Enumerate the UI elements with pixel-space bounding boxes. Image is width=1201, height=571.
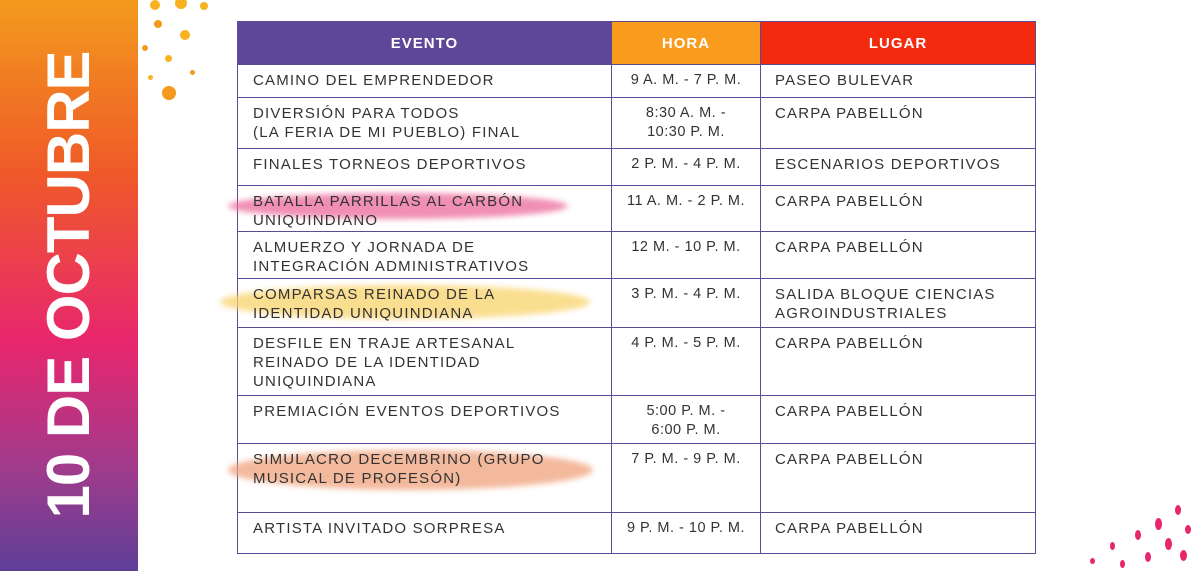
cell-evento-text: DESFILE EN TRAJE ARTESANAL REINADO DE LA IDENTIDAD UNIQUINDIANA [253, 335, 516, 390]
cell-evento [238, 396, 612, 444]
cell-evento [238, 98, 612, 149]
confetti-bottom-right [1080, 500, 1201, 571]
cell-evento-text: DIVERSIÓN PARA TODOS (LA FERIA DE MI PUEBLO) FINAL [253, 105, 521, 141]
table-row [238, 279, 1036, 328]
cell-hora-text: 12 M. - 10 P. M. [631, 239, 741, 255]
cell-hora-text: 3 P. M. - 4 P. M. [631, 286, 741, 302]
cell-hora-text: 8:30 A. M. - 10:30 P. M. [645, 105, 727, 140]
cell-evento-text: BATALLA PARRILLAS AL CARBÓN UNIQUINDIANO [253, 193, 524, 229]
table-row [238, 65, 1036, 98]
cell-hora-text: 9 P. M. - 10 P. M. [626, 520, 746, 536]
cell-evento [238, 328, 612, 396]
table-row [238, 186, 1036, 232]
table-row [238, 444, 1036, 513]
cell-lugar [761, 186, 1036, 232]
cell-lugar [761, 513, 1036, 554]
cell-hora [612, 232, 761, 279]
table-row [238, 396, 1036, 444]
cell-lugar-text: CARPA PABELLÓN [775, 403, 924, 420]
cell-hora-text: 7 P. M. - 9 P. M. [631, 451, 741, 467]
header-lugar: LUGAR [761, 22, 1036, 65]
cell-lugar-text: CARPA PABELLÓN [775, 335, 924, 352]
cell-hora [612, 279, 761, 328]
cell-hora [612, 396, 761, 444]
cell-hora [612, 186, 761, 232]
cell-evento-text: ARTISTA INVITADO SORPRESA [253, 520, 506, 537]
cell-lugar-text: PASEO BULEVAR [775, 72, 915, 89]
table-row [238, 98, 1036, 149]
cell-hora [612, 513, 761, 554]
cell-lugar-text: SALIDA BLOQUE CIENCIAS AGROINDUSTRIALES [775, 286, 996, 322]
table-row [238, 149, 1036, 186]
confetti-top-left [140, 0, 220, 110]
table-row [238, 513, 1036, 554]
cell-lugar [761, 232, 1036, 279]
cell-hora-text: 2 P. M. - 4 P. M. [631, 156, 741, 172]
cell-evento-text: COMPARSAS REINADO DE LA IDENTIDAD UNIQUINDIANA [253, 286, 496, 322]
cell-evento [238, 232, 612, 279]
header-hora: HORA [612, 22, 761, 65]
cell-evento-text: ALMUERZO Y JORNADA DE INTEGRACIÓN ADMINISTRATIVOS [253, 239, 530, 275]
cell-evento [238, 444, 612, 513]
cell-hora-text: 11 A. M. - 2 P. M. [626, 193, 746, 209]
cell-evento [238, 65, 612, 98]
cell-lugar [761, 396, 1036, 444]
cell-hora [612, 444, 761, 513]
side-band [0, 0, 138, 571]
cell-hora [612, 65, 761, 98]
cell-hora-text: 9 A. M. - 7 P. M. [630, 72, 742, 88]
cell-hora-text: 4 P. M. - 5 P. M. [631, 335, 741, 351]
schedule-table [237, 21, 1036, 554]
cell-lugar [761, 98, 1036, 149]
cell-evento [238, 149, 612, 186]
cell-evento [238, 186, 612, 232]
cell-lugar [761, 65, 1036, 98]
date-title: 10 DE OCTUBRE [35, 51, 102, 519]
cell-lugar [761, 444, 1036, 513]
cell-evento [238, 279, 612, 328]
cell-hora [612, 98, 761, 149]
cell-lugar [761, 328, 1036, 396]
cell-evento-text: CAMINO DEL EMPRENDEDOR [253, 72, 495, 89]
cell-hora-text: 5:00 P. M. - 6:00 P. M. [646, 403, 726, 438]
header-evento: EVENTO [238, 22, 612, 65]
cell-lugar-text: CARPA PABELLÓN [775, 520, 924, 537]
cell-hora [612, 149, 761, 186]
table-body [238, 65, 1036, 554]
cell-lugar-text: ESCENARIOS DEPORTIVOS [775, 156, 1001, 173]
cell-evento [238, 513, 612, 554]
cell-lugar [761, 279, 1036, 328]
cell-evento-text: SIMULACRO DECEMBRINO (GRUPO MUSICAL DE PROFESÓN) [253, 451, 545, 487]
table-header-row [238, 22, 1036, 65]
cell-hora [612, 328, 761, 396]
cell-lugar-text: CARPA PABELLÓN [775, 451, 924, 468]
cell-lugar-text: CARPA PABELLÓN [775, 193, 924, 210]
cell-lugar-text: CARPA PABELLÓN [775, 105, 924, 122]
table-row [238, 328, 1036, 396]
cell-evento-text: FINALES TORNEOS DEPORTIVOS [253, 156, 527, 173]
cell-evento-text: PREMIACIÓN EVENTOS DEPORTIVOS [253, 403, 561, 420]
cell-lugar-text: CARPA PABELLÓN [775, 239, 924, 256]
cell-lugar [761, 149, 1036, 186]
table-row [238, 232, 1036, 279]
